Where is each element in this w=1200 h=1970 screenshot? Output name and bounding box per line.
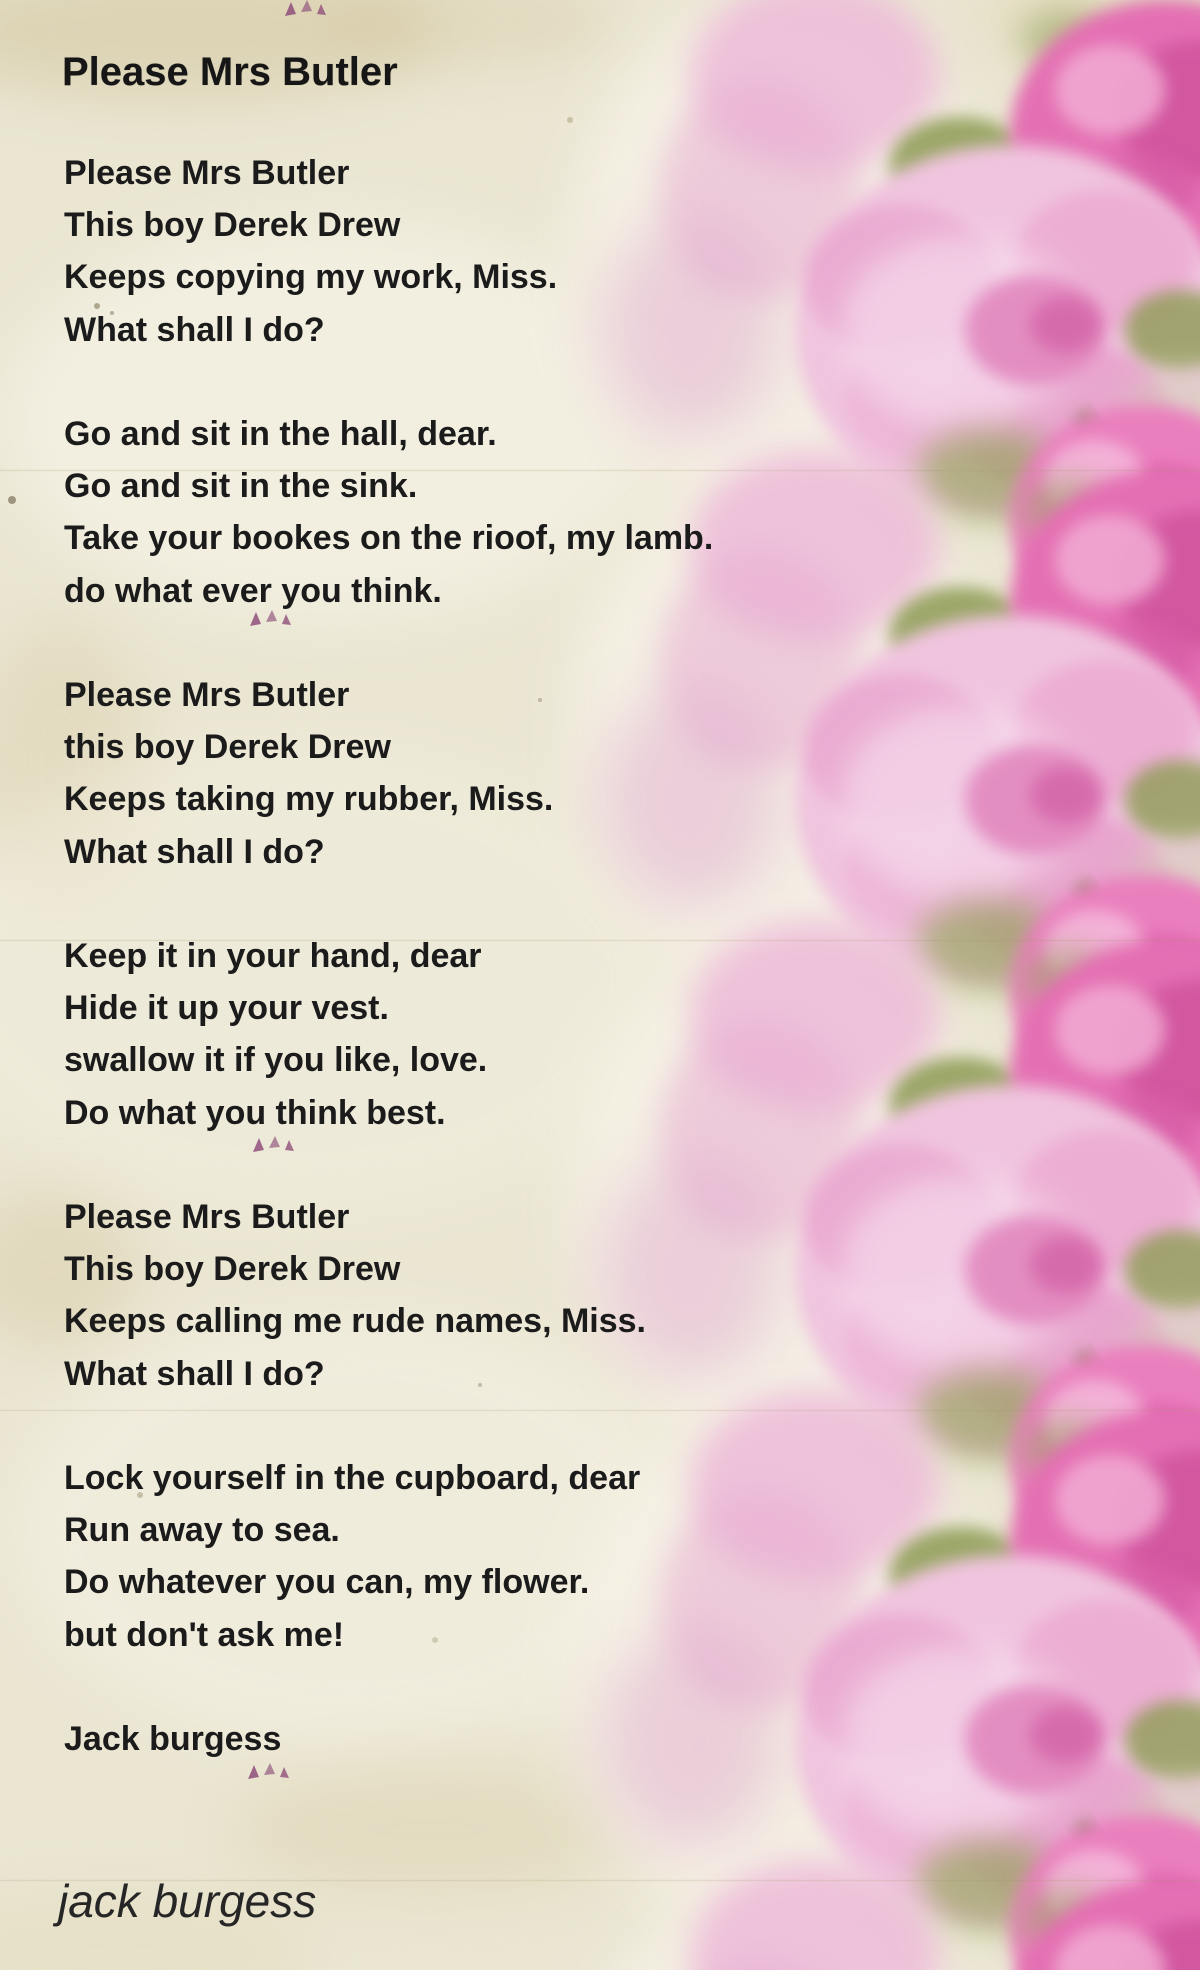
stanza-2 [64, 408, 824, 617]
poem-line: What shall I do? [64, 1354, 325, 1393]
poem-line: Keeps taking my rubber, Miss. [64, 780, 554, 819]
poem-line: Keep it in your hand, dear [64, 937, 482, 975]
poem-line: this boy Derek Drew [64, 728, 391, 767]
poem-line: Keeps copying my work, Miss. [64, 258, 558, 297]
poem-line: What shall I do? [64, 832, 325, 871]
poem-line: Please Mrs Butler [64, 154, 350, 192]
poem-line: Do what you think best. [64, 1093, 446, 1132]
poem-line: do what ever you think. [64, 571, 442, 610]
poem-line: Hide it up your vest. [64, 989, 389, 1028]
stanza-5 [64, 1191, 824, 1400]
poem-line: Go and sit in the hall, dear. [64, 415, 497, 453]
stanza-1 [64, 147, 824, 356]
poem-line: Do whatever you can, my flower. [64, 1563, 590, 1602]
poem-line: Keeps calling me rude names, Miss. [64, 1302, 647, 1341]
author-line: Jack burgess [64, 1720, 282, 1758]
poem-line: Take your bookes on the rioof, my lamb. [64, 519, 714, 558]
stanza-6 [64, 1452, 824, 1661]
poem-line: swallow it if you like, love. [64, 1041, 488, 1080]
poem-line: Run away to sea. [64, 1511, 340, 1550]
poem-line: Please Mrs Butler [64, 1198, 350, 1236]
poem-line: What shall I do? [64, 310, 325, 349]
poem-title: Please Mrs Butler [62, 50, 398, 94]
poem-line: but don't ask me! [64, 1615, 345, 1654]
stanza-3 [64, 669, 824, 878]
poem-line: Please Mrs Butler [64, 676, 350, 714]
poem-line: This boy Derek Drew [64, 1250, 401, 1289]
poem-line: This boy Derek Drew [64, 206, 401, 245]
poem-body [64, 147, 824, 1765]
poem-line: Go and sit in the sink. [64, 467, 418, 506]
poem-line: Lock yourself in the cupboard, dear [64, 1459, 641, 1497]
author-signature: jack burgess [58, 1875, 317, 1927]
stanza-4 [64, 930, 824, 1139]
